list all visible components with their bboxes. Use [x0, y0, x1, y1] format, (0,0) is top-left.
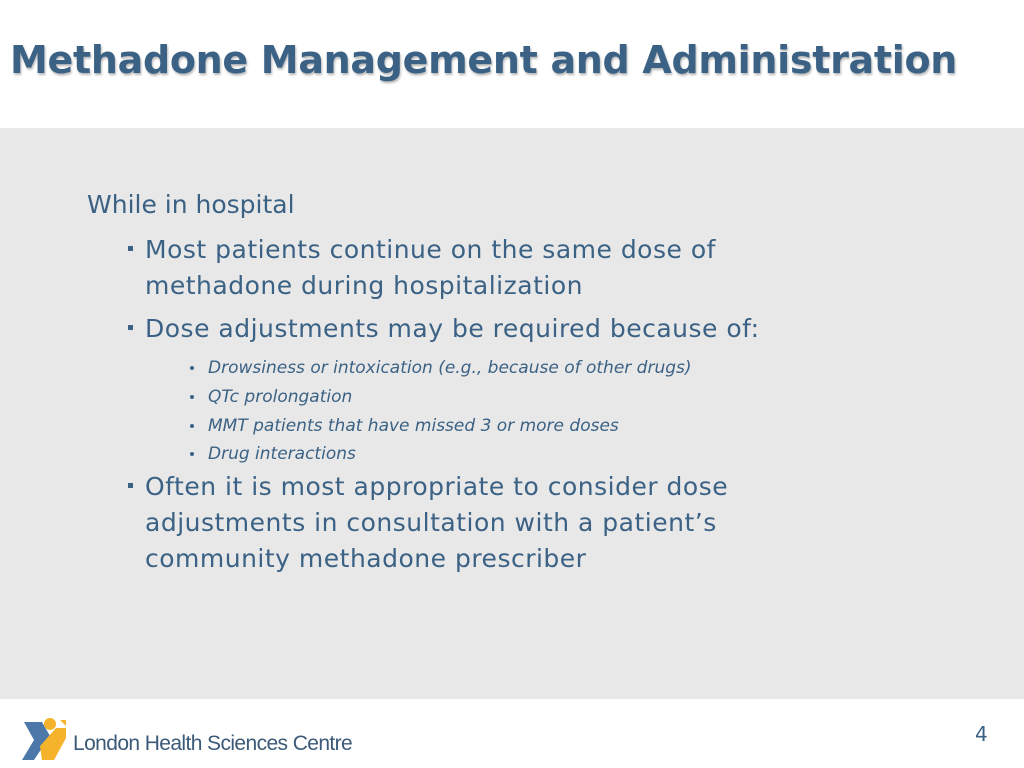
bullet-text: Often it is most appropriate to consider dose adjustments in consultation with a patient’s community methadone prescriber	[145, 472, 729, 573]
square-bullet-icon	[128, 483, 133, 488]
sub-bullet-item	[190, 442, 356, 466]
dot-bullet-icon	[190, 452, 194, 456]
sub-bullet-item	[190, 414, 619, 438]
square-bullet-icon	[128, 325, 133, 330]
content-area	[0, 128, 1024, 699]
sub-bullet-text: MMT patients that have missed 3 or more doses	[208, 416, 619, 436]
slide-title: Methadone Management and Administration	[10, 38, 958, 82]
section-heading: While in hospital	[87, 190, 295, 219]
dot-bullet-icon	[190, 366, 194, 370]
square-bullet-icon	[128, 246, 133, 251]
bullet-item	[128, 232, 848, 304]
organization-name: London Health Sciences Centre	[73, 732, 353, 755]
sub-bullet-item	[190, 356, 692, 380]
page-number: 4	[975, 722, 988, 746]
bullet-item	[128, 469, 848, 577]
bullet-text: Dose adjustments may be required because of:	[145, 314, 760, 343]
sub-bullet-text: Drowsiness or intoxication (e.g., because of other drugs)	[208, 358, 692, 378]
sub-bullet-text: Drug interactions	[208, 444, 356, 464]
bullet-item	[128, 311, 848, 347]
sub-bullet-item	[190, 385, 352, 409]
dot-bullet-icon	[190, 395, 194, 399]
sub-bullet-text: QTc prolongation	[208, 387, 353, 407]
dot-bullet-icon	[190, 424, 194, 428]
bullet-text: Most patients continue on the same dose of methadone during hospitalization	[145, 235, 716, 300]
lhsc-logo-icon	[20, 716, 66, 762]
